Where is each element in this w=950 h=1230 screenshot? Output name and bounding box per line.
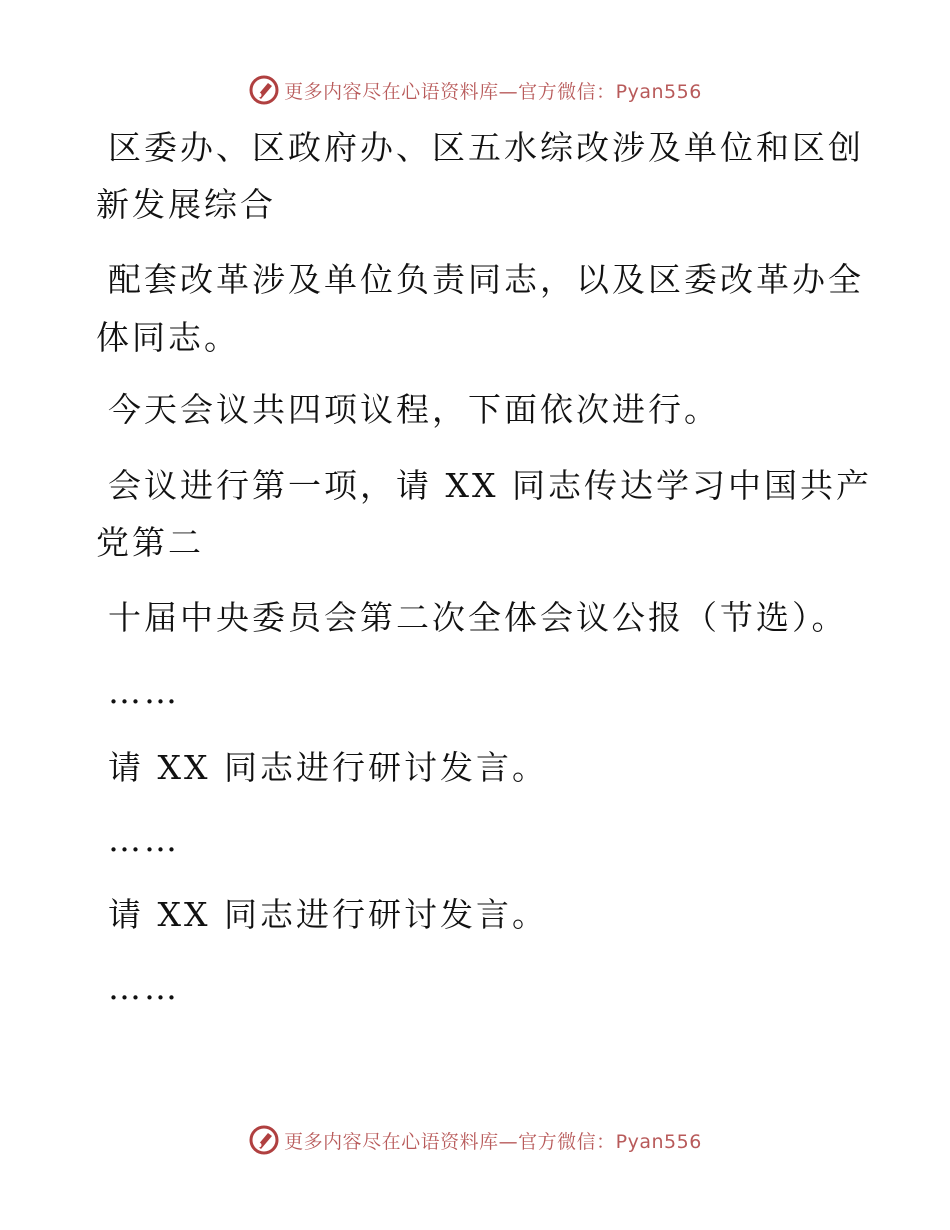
paragraph-line: 请 XX 同志进行研讨发言。 <box>108 748 548 787</box>
pen-logo-icon <box>248 74 280 106</box>
paragraph-line: 党第二 <box>96 523 204 562</box>
footer-banner-text: 更多内容尽在心语资料库—官方微信：Pyan556 <box>284 1130 702 1153</box>
paragraph-line: 体同志。 <box>96 318 240 357</box>
ellipsis-line: …… <box>108 672 180 711</box>
pen-logo-icon <box>248 1124 280 1156</box>
paragraph-line: 新发展综合 <box>96 185 276 224</box>
header-banner-text: 更多内容尽在心语资料库—官方微信：Pyan556 <box>284 80 702 103</box>
paragraph-line: 今天会议共四项议程，下面依次进行。 <box>108 390 720 429</box>
paragraph-line: 配套改革涉及单位负责同志，以及区委改革办全 <box>108 260 864 299</box>
ellipsis-line: …… <box>108 820 180 859</box>
header-banner <box>0 70 950 110</box>
ellipsis-line: …… <box>108 968 180 1007</box>
footer-banner <box>0 1120 950 1160</box>
paragraph-line: 十届中央委员会第二次全体会议公报（节选）。 <box>108 598 848 637</box>
paragraph-line: 请 XX 同志进行研讨发言。 <box>108 895 548 934</box>
paragraph-line: 区委办、区政府办、区五水综改涉及单位和区创 <box>108 128 864 167</box>
paragraph-line: 会议进行第一项，请 XX 同志传达学习中国共产 <box>108 466 872 505</box>
